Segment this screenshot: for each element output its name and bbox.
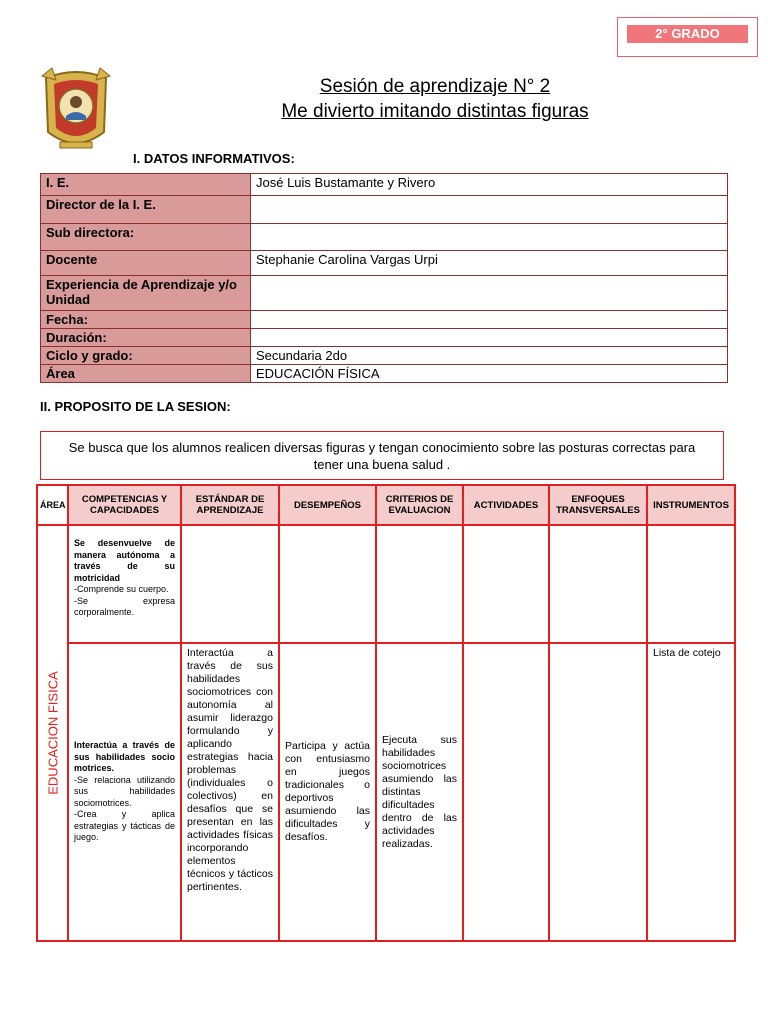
info-value [251, 276, 728, 311]
competencia-cell [68, 643, 181, 941]
grade-badge [617, 17, 758, 57]
info-label: Duración: [41, 329, 251, 347]
empty-cell [647, 525, 735, 643]
area-label: EDUCACION FISICA [45, 671, 60, 795]
instrumentos-cell: Lista de cotejo [647, 643, 735, 941]
info-table [40, 173, 728, 383]
header-estandar: ESTÁNDAR DE APRENDIZAJE [181, 485, 279, 525]
table-row [41, 329, 728, 347]
empty-cell [549, 525, 647, 643]
table-row [41, 276, 728, 311]
empty-cell [181, 525, 279, 643]
info-label: Director de la I. E. [41, 196, 251, 224]
header-desempenos: DESEMPEÑOS [279, 485, 376, 525]
info-value [251, 329, 728, 347]
session-table [36, 484, 736, 942]
competencia-title: Se desenvuelve de manera autónoma a través de su motricidad [74, 538, 175, 583]
criterios-cell: Ejecuta sus habilidades sociomotrices asumiendo las distintas dificultades dentro de las actividades realizadas. [376, 643, 463, 941]
university-crest-icon [38, 62, 114, 156]
section-title-datos: I. DATOS INFORMATIVOS: [133, 151, 295, 166]
header-instrumentos: INSTRUMENTOS [647, 485, 735, 525]
section-title-proposito: II. PROPOSITO DE LA SESION: [40, 399, 231, 414]
table-row [41, 196, 728, 224]
header-area: ÁREA [37, 485, 68, 525]
table-row [37, 643, 735, 941]
info-label: Experiencia de Aprendizaje y/o Unidad [41, 276, 251, 311]
estandar-cell: Interactúa a través de sus habilidades sociomotrices con autonomía al asumir liderazgo formulando y aplicando estrategias hacia problemas (individuales o colectivos) en desafíos que se presentan en las actividades físicas incorporando elementos técnicos y tácticos pertinentes. [181, 643, 279, 941]
desempenos-cell: Participa y actúa con entusiasmo en juegos tradicionales o deportivos asumiendo las dificultades y desafíos. [279, 643, 376, 941]
info-label: I. E. [41, 174, 251, 196]
info-value [251, 196, 728, 224]
table-row [41, 347, 728, 365]
table-row [41, 365, 728, 383]
info-value: Stephanie Carolina Vargas Urpi [251, 251, 728, 276]
area-cell [37, 525, 68, 941]
info-value: José Luis Bustamante y Rivero [251, 174, 728, 196]
info-value [251, 311, 728, 329]
empty-cell [463, 525, 549, 643]
table-row [37, 525, 735, 643]
header-competencias: COMPETENCIAS Y CAPACIDADES [68, 485, 181, 525]
header-enfoques: ENFOQUES TRANSVERSALES [549, 485, 647, 525]
actividades-cell [463, 643, 549, 941]
table-header-row [37, 485, 735, 525]
capacidad-item: -Se relaciona utilizando sus habilidades sociomotrices. [74, 774, 175, 808]
table-row [41, 251, 728, 276]
header-criterios: CRITERIOS DE EVALUACION [376, 485, 463, 525]
enfoques-cell [549, 643, 647, 941]
competencia-title: Interactúa a través de sus habilidades socio motrices. [74, 740, 175, 774]
competencia-cell [68, 525, 181, 643]
capacidad-item: -Crea y aplica estrategias y tácticas de juego. [74, 809, 175, 843]
purpose-box: Se busca que los alumnos realicen diversas figuras y tengan conocimiento sobre las posturas correctas para tener una buena salud . [40, 431, 724, 480]
info-value [251, 224, 728, 251]
info-label: Docente [41, 251, 251, 276]
session-title: Sesión de aprendizaje N° 2 [319, 76, 551, 97]
table-row [41, 224, 728, 251]
info-label: Área [41, 365, 251, 383]
header-actividades: ACTIVIDADES [463, 485, 549, 525]
info-label: Fecha: [41, 311, 251, 329]
capacidad-item: -Comprende su cuerpo. [74, 584, 169, 594]
info-value: EDUCACIÓN FÍSICA [251, 365, 728, 383]
info-value: Secundaria 2do [251, 347, 728, 365]
info-label: Ciclo y grado: [41, 347, 251, 365]
empty-cell [376, 525, 463, 643]
table-row [41, 311, 728, 329]
session-subtitle: Me divierto imitando distintas figuras [281, 101, 589, 122]
info-label: Sub directora: [41, 224, 251, 251]
capacidad-item: -Se expresa corporalmente. [74, 595, 175, 617]
empty-cell [279, 525, 376, 643]
grade-label: 2° GRADO [627, 25, 748, 43]
table-row [41, 174, 728, 196]
